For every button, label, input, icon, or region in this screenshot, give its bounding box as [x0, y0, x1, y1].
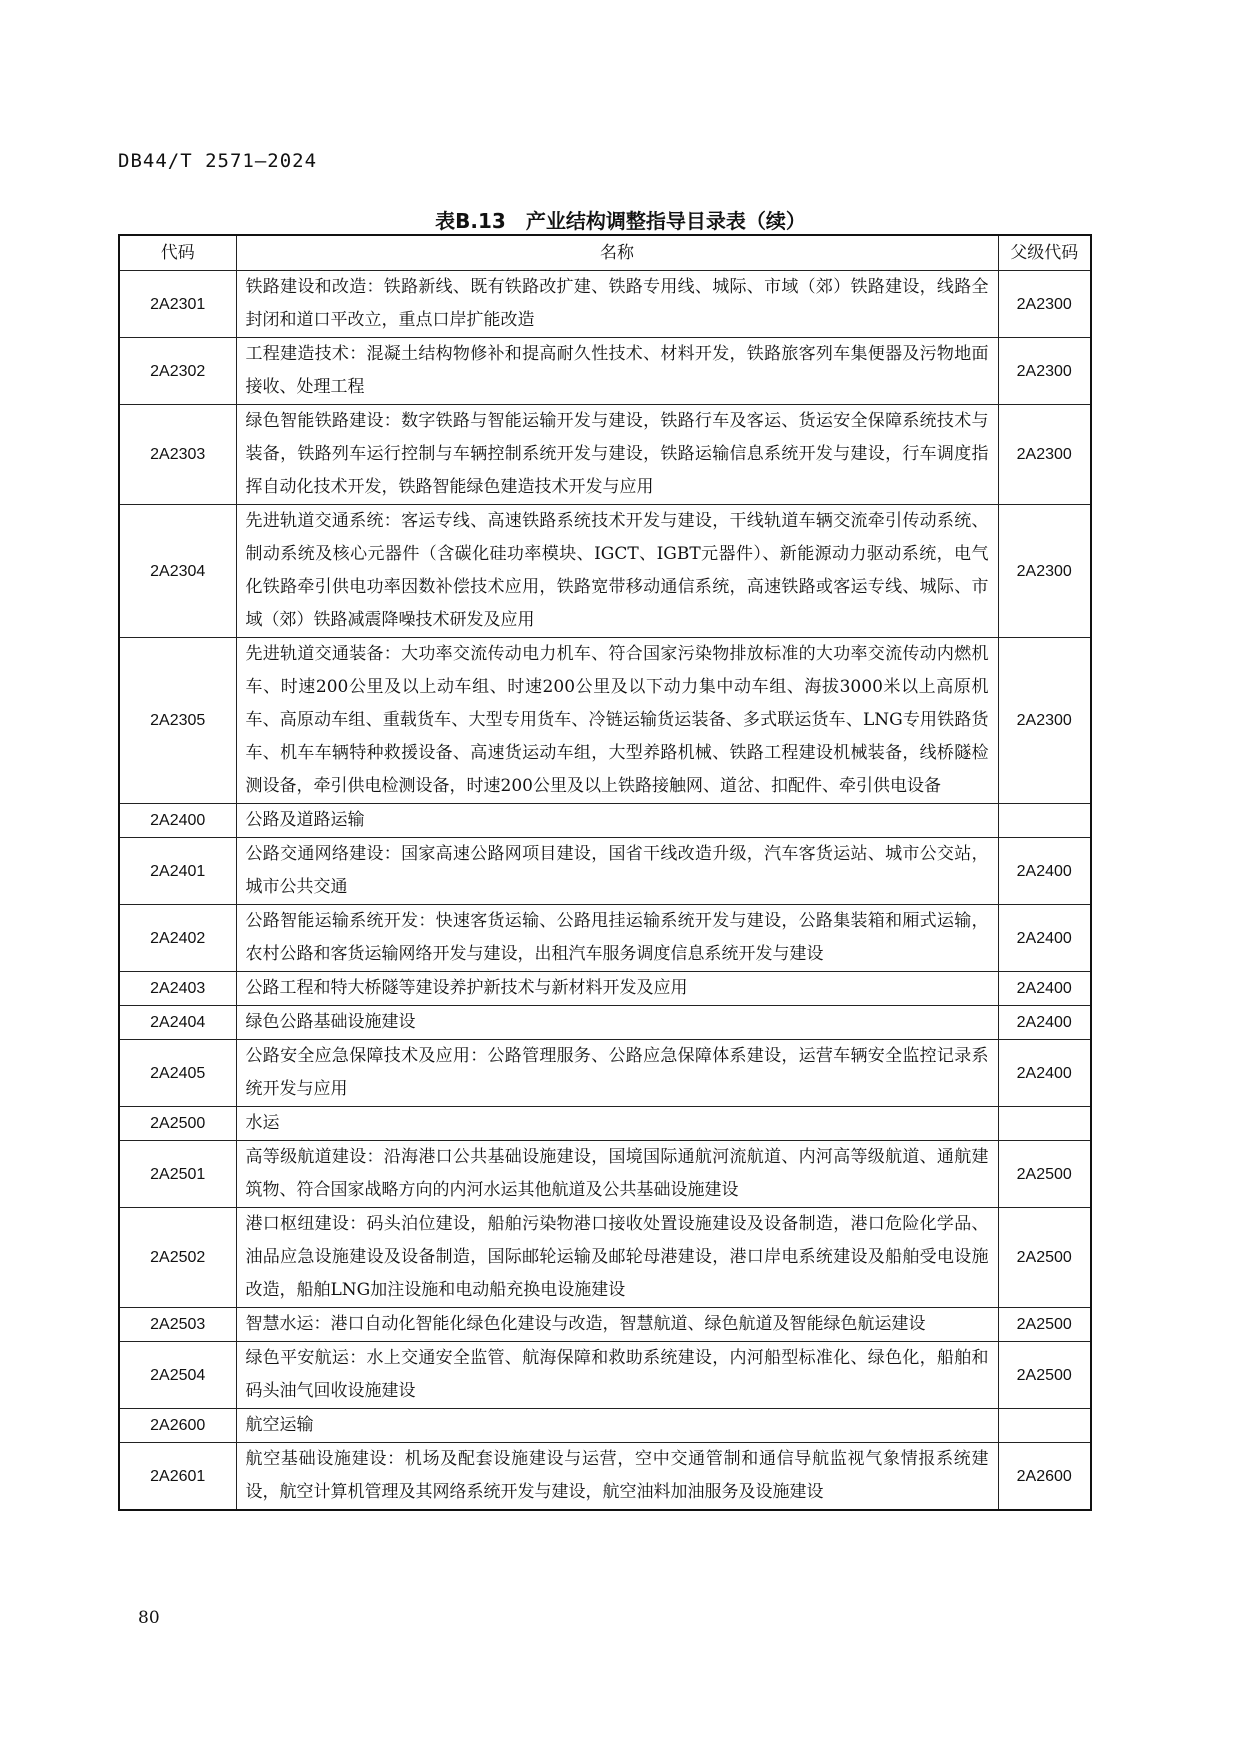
row-name: 绿色公路基础设施建设 [236, 1006, 998, 1040]
table-row [119, 1141, 1091, 1208]
table-row [119, 972, 1091, 1006]
row-name: 工程建造技术：混凝土结构物修补和提高耐久性技术、材料开发，铁路旅客列车集便器及污物地面接收、处理工程 [236, 338, 998, 405]
row-code: 2A2600 [119, 1409, 236, 1443]
document-code: DB44/T 2571—2024 [118, 150, 318, 172]
row-parent-code: 2A2300 [998, 338, 1091, 405]
row-name: 公路工程和特大桥隧等建设养护新技术与新材料开发及应用 [236, 972, 998, 1006]
row-parent-code: 2A2400 [998, 905, 1091, 972]
row-code: 2A2400 [119, 804, 236, 838]
row-code: 2A2303 [119, 405, 236, 505]
table-row [119, 1040, 1091, 1107]
row-parent-code: 2A2600 [998, 1443, 1091, 1511]
row-parent-code [998, 804, 1091, 838]
row-parent-code: 2A2500 [998, 1141, 1091, 1208]
row-parent-code: 2A2400 [998, 838, 1091, 905]
table-row [119, 1409, 1091, 1443]
table-row [119, 1308, 1091, 1342]
row-name: 先进轨道交通系统：客运专线、高速铁路系统技术开发与建设，干线轨道车辆交流牵引传动系统、制动系统及核心元器件（含碳化硅功率模块、IGCT、IGBT元器件）、新能源动力驱动系统，电气化铁路牵引供电功率因数补偿技术应用，铁路宽带移动通信系统，高速铁路或客运专线、城际、市域（郊）铁路减震降噪技术研发及应用 [236, 505, 998, 638]
column-header-parent-code: 父级代码 [998, 235, 1091, 271]
table-row [119, 338, 1091, 405]
row-name: 水运 [236, 1107, 998, 1141]
catalog-table-container [118, 234, 1090, 1511]
catalog-table [118, 234, 1092, 1511]
row-parent-code: 2A2300 [998, 271, 1091, 338]
table-row [119, 1443, 1091, 1511]
table-row [119, 405, 1091, 505]
row-code: 2A2304 [119, 505, 236, 638]
column-header-code: 代码 [119, 235, 236, 271]
row-parent-code: 2A2400 [998, 972, 1091, 1006]
row-code: 2A2504 [119, 1342, 236, 1409]
row-name: 绿色智能铁路建设：数字铁路与智能运输开发与建设，铁路行车及客运、货运安全保障系统技术与装备，铁路列车运行控制与车辆控制系统开发与建设，铁路运输信息系统开发与建设，行车调度指挥自动化技术开发，铁路智能绿色建造技术开发与应用 [236, 405, 998, 505]
row-code: 2A2402 [119, 905, 236, 972]
table-row [119, 1342, 1091, 1409]
row-code: 2A2301 [119, 271, 236, 338]
row-code: 2A2305 [119, 638, 236, 804]
row-code: 2A2601 [119, 1443, 236, 1511]
row-name: 港口枢纽建设：码头泊位建设，船舶污染物港口接收处置设施建设及设备制造，港口危险化学品、油品应急设施建设及设备制造，国际邮轮运输及邮轮母港建设，港口岸电系统建设及船舶受电设施改造，船舶LNG加注设施和电动船充换电设施建设 [236, 1208, 998, 1308]
row-code: 2A2501 [119, 1141, 236, 1208]
row-code: 2A2404 [119, 1006, 236, 1040]
row-parent-code: 2A2300 [998, 405, 1091, 505]
row-parent-code: 2A2300 [998, 505, 1091, 638]
row-code: 2A2302 [119, 338, 236, 405]
row-parent-code [998, 1107, 1091, 1141]
table-row [119, 838, 1091, 905]
table-row [119, 1107, 1091, 1141]
row-code: 2A2503 [119, 1308, 236, 1342]
row-parent-code: 2A2300 [998, 638, 1091, 804]
table-row [119, 804, 1091, 838]
row-name: 公路安全应急保障技术及应用：公路管理服务、公路应急保障体系建设，运营车辆安全监控记录系统开发与应用 [236, 1040, 998, 1107]
row-code: 2A2500 [119, 1107, 236, 1141]
row-name: 航空基础设施建设：机场及配套设施建设与运营，空中交通管制和通信导航监视气象情报系统建设，航空计算机管理及其网络系统开发与建设，航空油料加油服务及设施建设 [236, 1443, 998, 1511]
table-header-row [119, 235, 1091, 271]
row-name: 高等级航道建设：沿海港口公共基础设施建设，国境国际通航河流航道、内河高等级航道、通航建筑物、符合国家战略方向的内河水运其他航道及公共基础设施建设 [236, 1141, 998, 1208]
row-parent-code: 2A2500 [998, 1308, 1091, 1342]
table-row [119, 505, 1091, 638]
row-name: 先进轨道交通装备：大功率交流传动电力机车、符合国家污染物排放标准的大功率交流传动内燃机车、时速200公里及以上动车组、时速200公里及以下动力集中动车组、海拔3000米以上高原机车、高原动车组、重载货车、大型专用货车、冷链运输货运装备、多式联运货车、LNG专用铁路货车、机车车辆特种救援设备、高速货运动车组，大型养路机械、铁路工程建设机械装备，线桥隧检测设备，牵引供电检测设备，时速200公里及以上铁路接触网、道岔、扣配件、牵引供电设备 [236, 638, 998, 804]
page-number: 80 [138, 1608, 160, 1628]
row-parent-code: 2A2500 [998, 1342, 1091, 1409]
row-name: 铁路建设和改造：铁路新线、既有铁路改扩建、铁路专用线、城际、市域（郊）铁路建设，线路全封闭和道口平改立，重点口岸扩能改造 [236, 271, 998, 338]
row-parent-code: 2A2500 [998, 1208, 1091, 1308]
table-body [119, 271, 1091, 1511]
row-name: 公路交通网络建设：国家高速公路网项目建设，国省干线改造升级，汽车客货运站、城市公交站，城市公共交通 [236, 838, 998, 905]
row-parent-code: 2A2400 [998, 1040, 1091, 1107]
table-row [119, 1006, 1091, 1040]
table-row [119, 1208, 1091, 1308]
row-code: 2A2405 [119, 1040, 236, 1107]
row-name: 航空运输 [236, 1409, 998, 1443]
row-name: 智慧水运：港口自动化智能化绿色化建设与改造，智慧航道、绿色航道及智能绿色航运建设 [236, 1308, 998, 1342]
row-name: 公路及道路运输 [236, 804, 998, 838]
row-code: 2A2403 [119, 972, 236, 1006]
column-header-name: 名称 [236, 235, 998, 271]
row-code: 2A2401 [119, 838, 236, 905]
row-name: 公路智能运输系统开发：快速客货运输、公路甩挂运输系统开发与建设，公路集装箱和厢式运输，农村公路和客货运输网络开发与建设，出租汽车服务调度信息系统开发与建设 [236, 905, 998, 972]
row-parent-code [998, 1409, 1091, 1443]
row-name: 绿色平安航运：水上交通安全监管、航海保障和救助系统建设，内河船型标准化、绿色化，船舶和码头油气回收设施建设 [236, 1342, 998, 1409]
table-title: 表B.13 产业结构调整指导目录表（续） [435, 209, 806, 233]
table-row [119, 638, 1091, 804]
table-row [119, 905, 1091, 972]
row-parent-code: 2A2400 [998, 1006, 1091, 1040]
table-row [119, 271, 1091, 338]
row-code: 2A2502 [119, 1208, 236, 1308]
